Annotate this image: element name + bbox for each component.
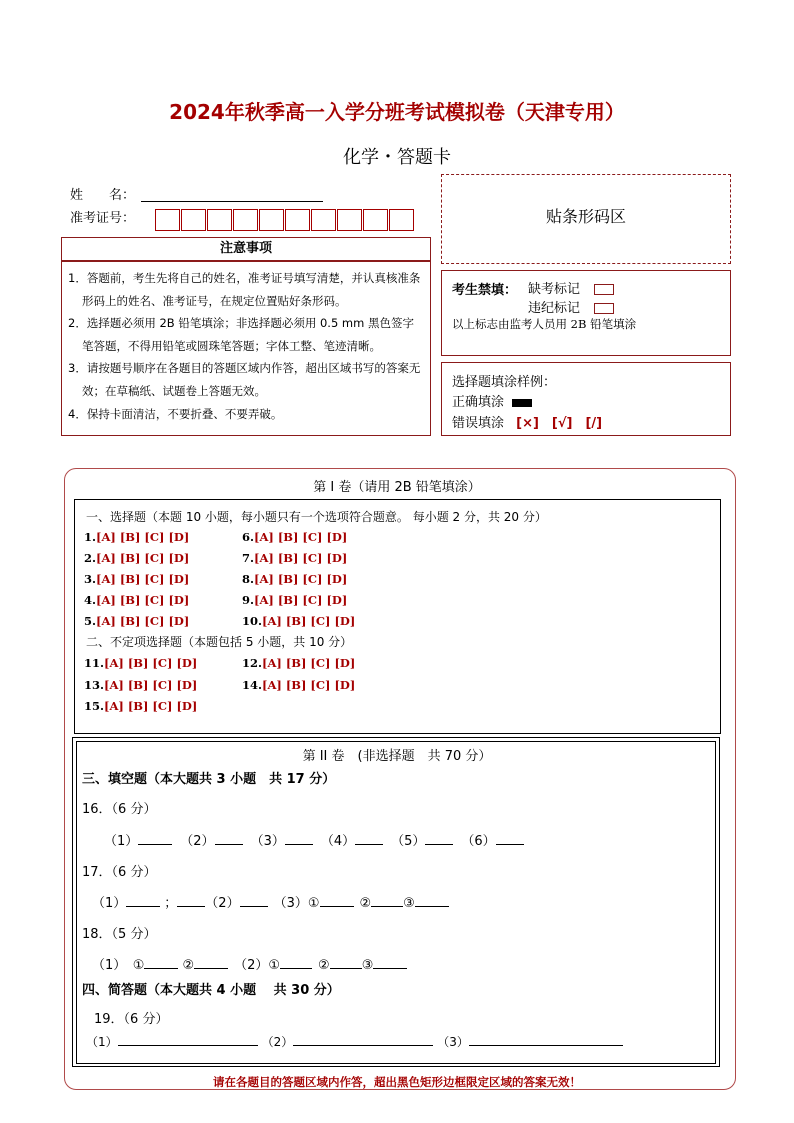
q18-label: 18．（5 分）: [82, 927, 157, 942]
options: [A] [B] [C] [D]: [96, 530, 190, 544]
sample-label: 选择题填涂样例：: [452, 375, 557, 390]
note-item-2: 2．选择题必须用 2B 铅笔填涂；非选择题必须用 0.5 mm 黑色签字笔答题，不得用铅笔或圆珠笔答题；字体工整、笔迹清晰。: [68, 316, 414, 353]
wrong-label: 错误填涂: [452, 416, 505, 431]
q16-label: 16．（6 分）: [82, 802, 157, 817]
sample-box: [441, 362, 731, 436]
options: [A] [B] [C] [D]: [104, 656, 198, 670]
forbid-note: 以上标志由监考人员用 2B 铅笔填涂: [452, 317, 637, 331]
notes-box: [61, 261, 431, 436]
mc-q1[interactable]: [84, 530, 189, 544]
violation-mark[interactable]: [594, 303, 614, 314]
q18-blanks[interactable]: [92, 954, 407, 973]
options: [A] [B] [C] [D]: [104, 699, 198, 713]
name-label: 姓 名：: [70, 188, 136, 203]
wrong-marks: [×] [√] [/]: [516, 416, 603, 431]
q-number: 9.: [242, 593, 255, 607]
blank-label: （3）: [437, 1035, 469, 1049]
violation-label: 违纪标记: [528, 301, 581, 316]
mc-q2[interactable]: [84, 551, 189, 565]
note-item-4: 4．保持卡面清洁，不要折叠、不要弄破。: [68, 406, 283, 421]
barcode-area: 贴条形码区: [441, 174, 731, 264]
exam-no-cells[interactable]: [155, 209, 415, 231]
filled-mark-icon: [512, 399, 532, 407]
forbid-box: [441, 270, 731, 356]
blank-label: （2）: [205, 896, 240, 911]
mc-q4[interactable]: [84, 593, 189, 607]
section1-heading: 一、选择题（本题 10 小题，每小题只有一个选项符合题意。 每小题 2 分，共 20 分）: [86, 510, 547, 524]
mc-q13[interactable]: [84, 678, 197, 692]
q-number: 10.: [242, 614, 263, 628]
blank-label: ③: [403, 896, 415, 911]
options: [A] [B] [C] [D]: [96, 614, 190, 628]
mc-q12[interactable]: [242, 656, 355, 670]
blank-label: （2）: [261, 1035, 294, 1049]
q17-label: 17．（6 分）: [82, 865, 157, 880]
correct-row: [452, 391, 532, 410]
mc-q9[interactable]: [242, 593, 347, 607]
q-number: 3.: [84, 572, 97, 586]
absent-mark[interactable]: [594, 284, 614, 295]
q-number: 7.: [242, 551, 255, 565]
wrong-row: [452, 412, 602, 431]
options: [A] [B] [C] [D]: [262, 614, 356, 628]
blank-label: （2）①: [234, 958, 281, 973]
mc-q6[interactable]: [242, 530, 347, 544]
mc-q11[interactable]: [84, 656, 197, 670]
options: [A] [B] [C] [D]: [254, 572, 348, 586]
options: [A] [B] [C] [D]: [262, 656, 356, 670]
options: [A] [B] [C] [D]: [96, 593, 190, 607]
section2-heading: 二、不定项选择题（本题包括 5 小题，共 10 分）: [86, 635, 353, 649]
blank-label: （3）①: [273, 896, 320, 911]
q-number: 1.: [84, 530, 97, 544]
options: [A] [B] [C] [D]: [254, 593, 348, 607]
blank-label: ②: [359, 896, 372, 911]
options: [A] [B] [C] [D]: [96, 572, 190, 586]
note-item-3: 3．请按题号顺序在各题目的答题区域内作答，超出区域书写的答案无效；在草稿纸、试题卷上答题无效。: [68, 361, 421, 398]
options: [A] [B] [C] [D]: [104, 678, 198, 692]
mc-q7[interactable]: [242, 551, 347, 565]
blank-label: （1）: [86, 1035, 118, 1049]
blank-label: （2）: [180, 834, 215, 849]
page-title: 2024年秋季高一入学分班考试模拟卷（天津专用）: [169, 100, 625, 124]
blank-label: （6）: [461, 834, 496, 849]
q-number: 6.: [242, 530, 255, 544]
section3-heading: 三、填空题（本大题共 3 小题 共 17 分）: [82, 772, 336, 787]
q-number: 12.: [242, 656, 263, 670]
q-number: 14.: [242, 678, 263, 692]
mc-q10[interactable]: [242, 614, 355, 628]
note-item-1: 1．答题前，考生先将自己的姓名，准考证号填写清楚，并认真核准条形码上的姓名、准考证号，在规定位置贴好条形码。: [68, 271, 421, 308]
mc-q5[interactable]: [84, 614, 189, 628]
q-number: 4.: [84, 593, 97, 607]
section4-heading: 四、简答题（本大题共 4 小题 共 30 分）: [82, 983, 340, 998]
forbid-label: 考生禁填：: [452, 283, 518, 298]
mc-q3[interactable]: [84, 572, 189, 586]
q-number: 15.: [84, 699, 105, 713]
violation-row: [528, 297, 614, 316]
blank-label: （1）: [104, 834, 139, 849]
blank-label: ③: [361, 958, 374, 973]
part1-heading: 第 I 卷（请用 2B 铅笔填涂）: [313, 480, 481, 495]
mc-q15[interactable]: [84, 699, 197, 713]
blank-label: （1） ①: [92, 958, 145, 973]
q19-label: 19．（6 分）: [94, 1012, 169, 1027]
correct-label: 正确填涂: [452, 395, 505, 410]
part2-heading: 第 II 卷 (非选择题 共 70 分）: [302, 749, 492, 764]
options: [A] [B] [C] [D]: [254, 551, 348, 565]
notes-heading: 注意事项: [61, 237, 431, 261]
absent-row: [528, 278, 614, 297]
mc-q14[interactable]: [242, 678, 355, 692]
blank-label: （3）: [250, 834, 285, 849]
q-number: 11.: [84, 656, 105, 670]
q-number: 2.: [84, 551, 97, 565]
q-number: 8.: [242, 572, 255, 586]
q19-blanks[interactable]: [86, 1033, 623, 1050]
options: [A] [B] [C] [D]: [262, 678, 356, 692]
blank-label: ②: [318, 958, 330, 973]
blank-label: （1）: [92, 896, 127, 911]
blank-label: ②: [182, 958, 195, 973]
footer-warning: 请在各题目的答题区域内作答，超出黑色矩形边框限定区域的答案无效！: [213, 1075, 581, 1089]
page-subtitle: 化学・答题卡: [343, 147, 451, 168]
options: [A] [B] [C] [D]: [96, 551, 190, 565]
q-number: 13.: [84, 678, 105, 692]
name-field[interactable]: [141, 201, 323, 202]
q17-blanks[interactable]: [92, 892, 449, 911]
exam-no-label: 准考证号：: [70, 211, 136, 226]
options: [A] [B] [C] [D]: [254, 530, 348, 544]
blank-label: （5）: [391, 834, 426, 849]
blank-label: （4）: [320, 834, 356, 849]
absent-label: 缺考标记: [528, 282, 581, 297]
q-number: 5.: [84, 614, 97, 628]
mc-q8[interactable]: [242, 572, 347, 586]
blank-label: ；: [164, 896, 178, 911]
q16-blanks[interactable]: [104, 830, 524, 849]
